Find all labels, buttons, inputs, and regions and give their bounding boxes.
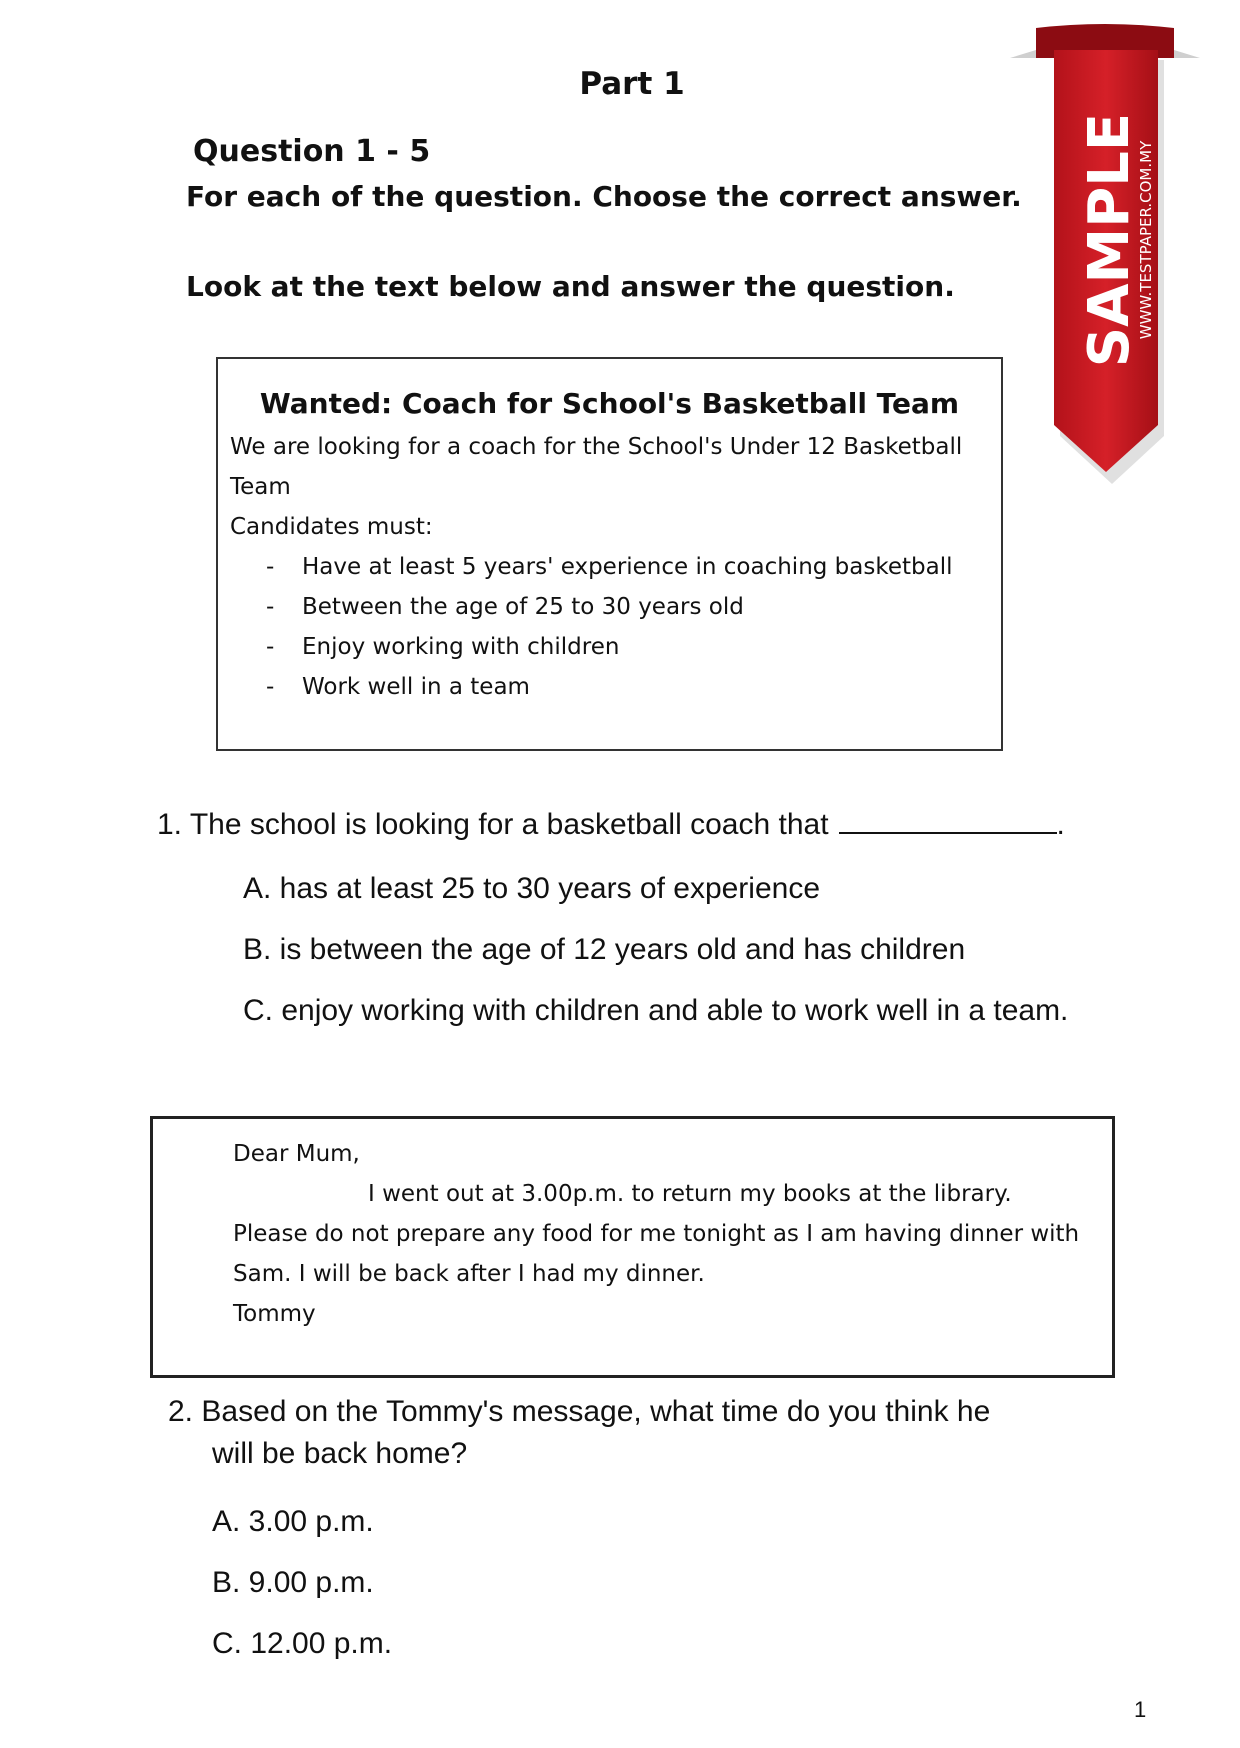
note-signature: Tommy	[233, 1301, 316, 1327]
question-1-option-c[interactable]: C. enjoy working with children and able to work well in a team.	[243, 994, 1069, 1027]
note-line: Please do not prepare any food for me tonight as I am having dinner with	[233, 1221, 1080, 1247]
advert-bullet	[266, 554, 953, 580]
bullet-dash: -	[266, 634, 275, 660]
advert-bullet	[266, 634, 619, 660]
advert-line: We are looking for a coach for the School's Under 12 Basketball	[230, 434, 963, 460]
answer-blank	[839, 806, 1057, 834]
ribbon-fold-right	[1174, 50, 1200, 58]
bullet-text: Enjoy working with children	[302, 634, 620, 660]
question-1-text: The school is looking for a basketball coach that	[189, 808, 829, 841]
instruction-look: Look at the text below and answer the question.	[186, 270, 955, 303]
question-1-option-a[interactable]: A. has at least 25 to 30 years of experience	[243, 872, 821, 905]
question-1-end: .	[1056, 808, 1065, 841]
question-2-option-b[interactable]: B. 9.00 p.m.	[212, 1566, 374, 1599]
advert-title: Wanted: Coach for School's Basketball Team	[259, 387, 960, 420]
advert-line: Team	[230, 474, 291, 500]
advert-bullet	[266, 674, 530, 700]
question-2-text-cont: will be back home?	[212, 1437, 468, 1470]
ribbon-fold-left	[1010, 50, 1036, 58]
note-greeting: Dear Mum,	[233, 1141, 360, 1167]
bullet-dash: -	[266, 554, 275, 580]
question-2-number: 2.	[168, 1395, 194, 1428]
note-box	[150, 1116, 1115, 1378]
question-1-number: 1.	[157, 808, 183, 841]
bullet-text: Between the age of 25 to 30 years old	[302, 594, 744, 620]
ribbon-label: SAMPLE	[1077, 112, 1142, 368]
bullet-text: Have at least 5 years' experience in coaching basketball	[302, 554, 953, 580]
question-2-option-a[interactable]: A. 3.00 p.m.	[212, 1505, 374, 1538]
advert-box	[216, 357, 1003, 751]
page-number: 1	[1134, 1697, 1147, 1722]
question-range: Question 1 - 5	[193, 134, 431, 169]
instruction-choose: For each of the question. Choose the correct answer.	[186, 180, 1022, 213]
bullet-text: Work well in a team	[302, 674, 530, 700]
note-line: Sam. I will be back after I had my dinner.	[233, 1261, 705, 1287]
sample-ribbon	[1010, 0, 1200, 510]
question-2-option-c[interactable]: C. 12.00 p.m.	[212, 1627, 393, 1660]
note-line: I went out at 3.00p.m. to return my books at the library.	[368, 1181, 1012, 1207]
question-2	[168, 1395, 990, 1429]
bullet-dash: -	[266, 674, 275, 700]
ribbon-url: WWW.TESTPAPER.COM.MY	[1137, 140, 1155, 340]
advert-bullet	[266, 594, 744, 620]
question-2-text: Based on the Tommy's message, what time do you think he	[201, 1395, 991, 1428]
question-1-option-b[interactable]: B. is between the age of 12 years old and has children	[243, 933, 966, 966]
advert-candidates: Candidates must:	[230, 514, 433, 540]
question-1	[157, 806, 1065, 842]
part-title: Part 1	[579, 66, 685, 102]
bullet-dash: -	[266, 594, 275, 620]
